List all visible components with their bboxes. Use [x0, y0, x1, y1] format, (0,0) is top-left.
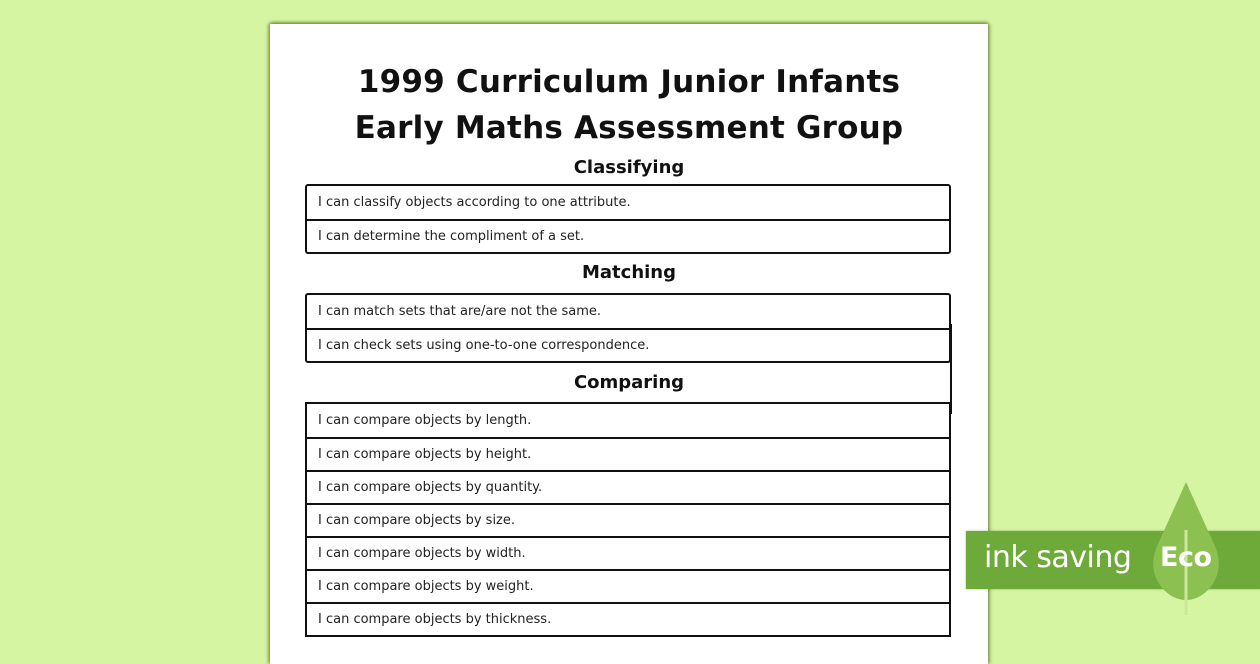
- checklist-table-comparing: [305, 402, 951, 637]
- section-heading-classifying: Classifying: [573, 157, 685, 178]
- checklist-row: I can determine the compliment of a set.: [307, 219, 949, 252]
- checklist-row: I can compare objects by width.: [307, 536, 949, 569]
- eco-label: Eco: [1160, 542, 1212, 573]
- checklist-row: I can compare objects by length.: [318, 413, 532, 428]
- checklist-row: I can compare objects by quantity.: [307, 470, 949, 503]
- worksheet-page: [270, 24, 988, 664]
- checklist-row: I can compare objects by thickness.: [307, 602, 949, 635]
- checklist-row: I can classify objects according to one attribute.: [318, 195, 631, 210]
- page-title-line-2: Early Maths Assessment Group: [354, 110, 904, 146]
- ink-saving-label: ink saving: [984, 540, 1132, 575]
- checklist-row: I can compare objects by height.: [307, 437, 949, 470]
- checklist-row: I can match sets that are/are not the same.: [318, 304, 601, 319]
- checklist-row: I can compare objects by size.: [307, 503, 949, 536]
- checklist-row: I can compare objects by weight.: [307, 569, 949, 602]
- checklist-row: I can check sets using one-to-one correspondence.: [307, 328, 949, 361]
- table-border-line: [950, 324, 952, 414]
- section-heading-comparing: Comparing: [573, 372, 685, 393]
- checklist-table-matching: [305, 293, 951, 363]
- checklist-table-classifying: [305, 184, 951, 254]
- section-heading-matching: Matching: [581, 262, 677, 283]
- page-title-line-1: 1999 Curriculum Junior Infants: [357, 64, 901, 100]
